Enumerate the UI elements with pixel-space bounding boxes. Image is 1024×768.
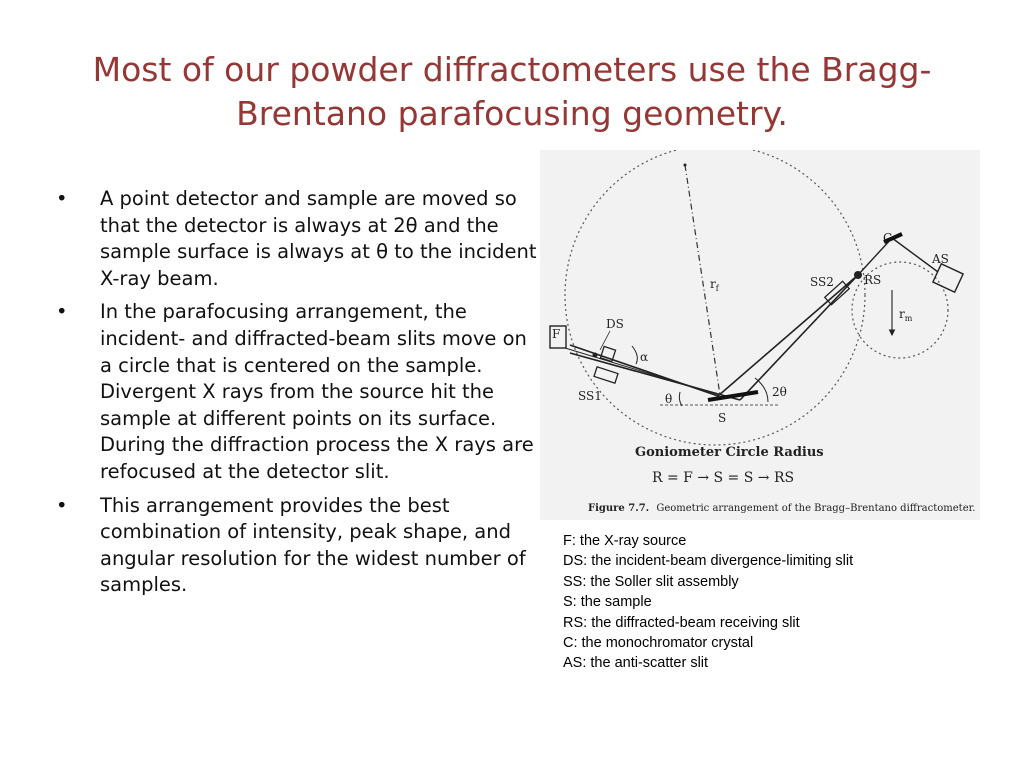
detector-AS	[933, 264, 963, 292]
theta-arc	[679, 392, 682, 406]
geometry-diagram	[540, 150, 980, 520]
bullet-item	[56, 493, 540, 599]
label-RS: RS	[864, 273, 882, 287]
legend-item: RS: the diffracted-beam receiving slit	[563, 614, 800, 631]
bullet-text: A point detector and sample are moved so that the detector is always at 2θ and the sample surface is always at θ to the incident X-ray beam.	[100, 187, 537, 290]
legend-item: SS: the Soller slit assembly	[563, 573, 739, 590]
bullet-item	[56, 299, 540, 485]
label-SS2: SS2	[810, 275, 834, 289]
bullet-text: In the parafocusing arrangement, the incident- and diffracted-beam slits move on a circle that is centered on the sample. Divergent X rays from the source hit the sample at different points on its surface. During the diffraction process the X rays are refocused at the detector slit.	[100, 300, 534, 483]
bragg-brentano-figure	[540, 150, 980, 520]
label-C: C	[883, 231, 893, 245]
slide-title: Most of our powder diffractometers use the Bragg-Brentano parafocusing geometry.	[92, 50, 932, 133]
receiving-slit-RS	[854, 271, 862, 279]
bullet-marker: •	[56, 187, 68, 210]
label-F: F	[552, 327, 561, 341]
label-rf: $r_f$	[710, 277, 719, 293]
bullet-text: This arrangement provides the best combination of intensity, peak shape, and angular resolution for the widest number of samples.	[100, 493, 526, 597]
label-alpha: α	[640, 350, 649, 364]
bullet-list	[56, 186, 540, 606]
label-S: S	[718, 411, 727, 425]
bullet-marker: •	[56, 493, 68, 517]
figure-caption: Figure 7.7. Geometric arrangement of the Bragg–Brentano diffractometer.	[588, 503, 976, 514]
legend-item: C: the monochromator crystal	[563, 635, 754, 652]
diffracted-beam-upper	[718, 275, 858, 396]
legend-item: AS: the anti-scatter slit	[563, 655, 709, 672]
alpha-arc	[632, 346, 637, 364]
diffracted-beam-lower	[740, 275, 858, 400]
legend-item: S: the sample	[563, 594, 652, 611]
label-two-theta: 2θ	[772, 385, 787, 399]
soller-slit-SS1	[594, 367, 618, 383]
ds-pivot	[593, 353, 598, 358]
figure-equation: R = F → S = S → RS	[652, 470, 795, 486]
legend-item: F: the X-ray source	[563, 533, 687, 549]
label-rm: $r_m$	[899, 307, 913, 323]
label-AS: AS	[932, 252, 949, 266]
bullet-item	[56, 186, 540, 292]
abbreviation-legend	[563, 531, 1003, 674]
circle-center-dot	[684, 164, 687, 167]
legend-item: DS: the incident-beam divergence-limiting slit	[563, 553, 854, 570]
label-theta: θ	[665, 392, 673, 406]
bullet-marker: •	[56, 300, 68, 324]
label-DS: DS	[606, 317, 624, 331]
label-SS1: SS1	[578, 389, 602, 403]
figure-heading: Goniometer Circle Radius	[635, 445, 824, 460]
